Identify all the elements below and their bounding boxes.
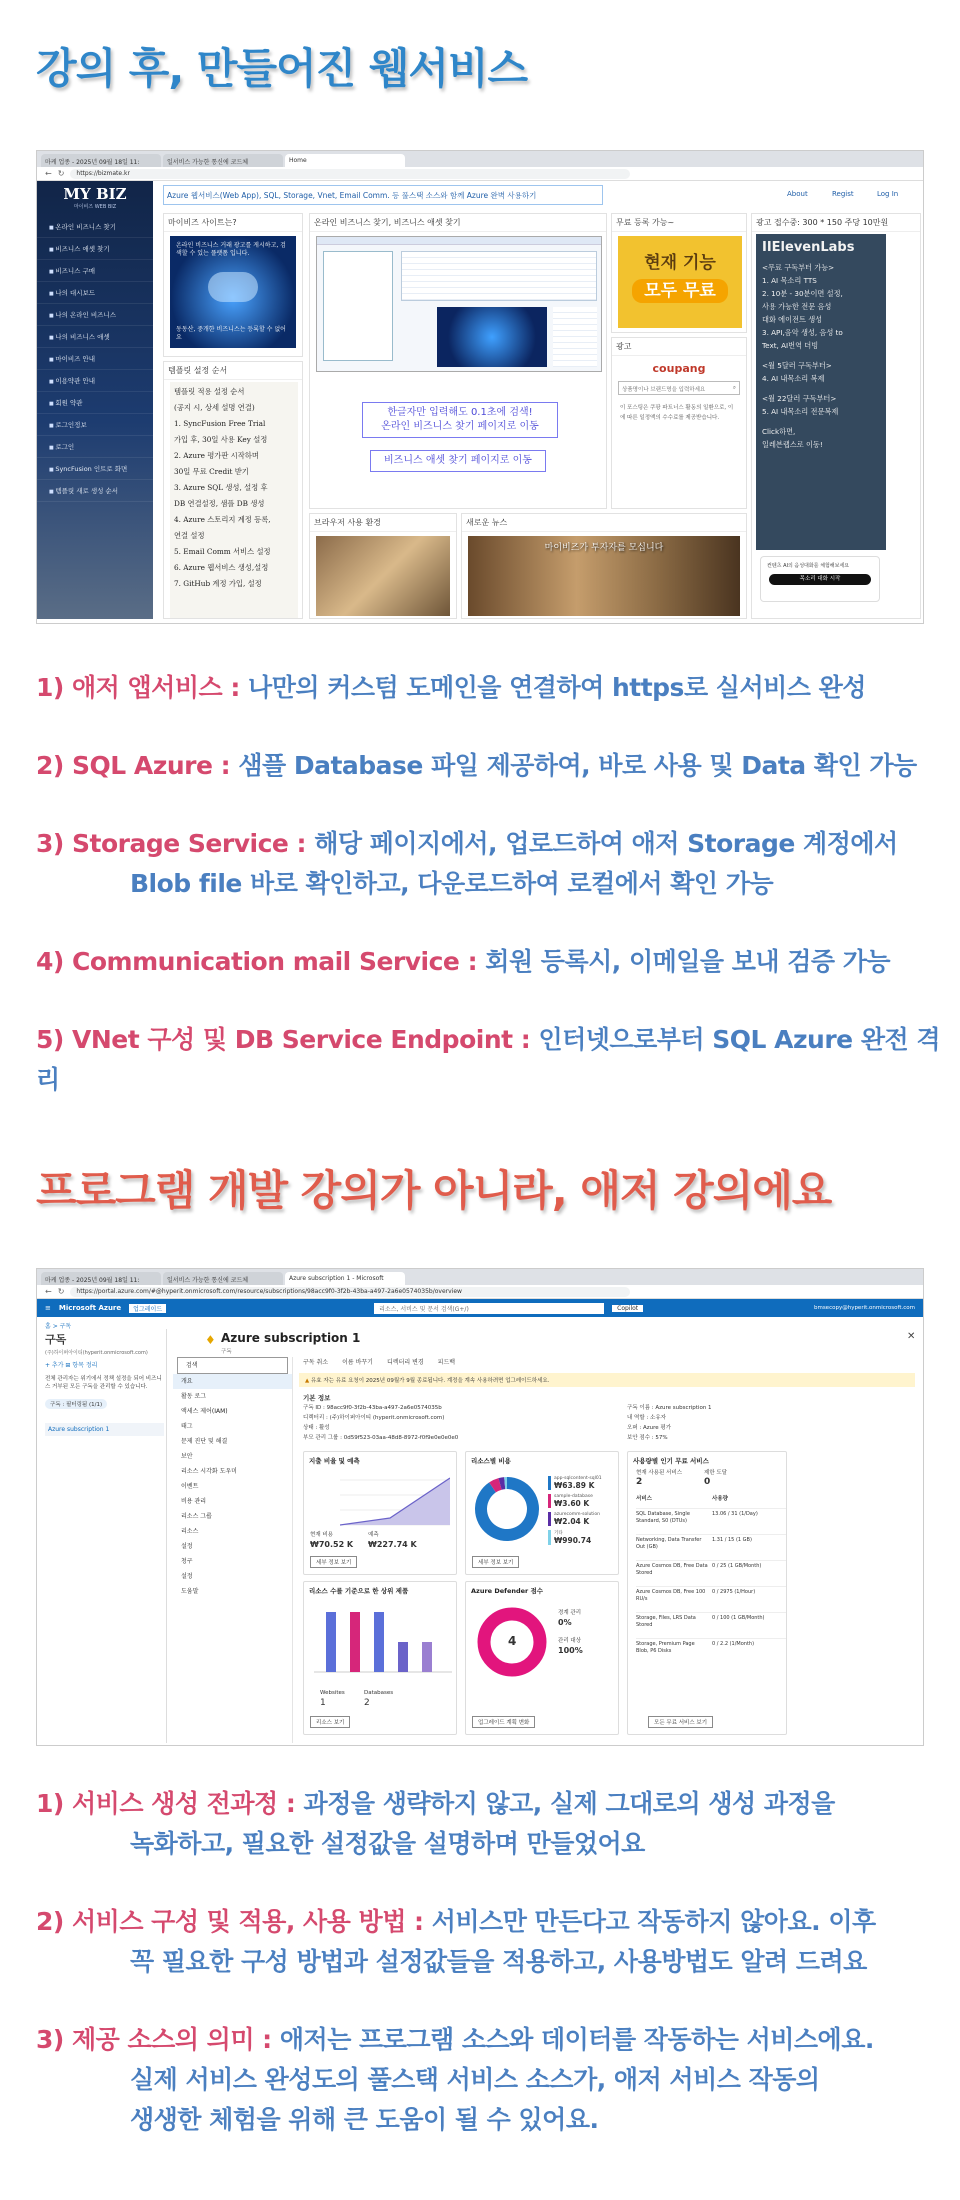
sidebar-menu-item[interactable]: ■ 이용약관 안내 [37, 370, 153, 392]
legend-name: azurecomm-solution [554, 1512, 600, 1517]
about-title: 마이비즈 사이트는? [164, 214, 302, 232]
legend-value: ₩3.60 K [554, 1499, 590, 1508]
resource-menu-item[interactable]: 이벤트 [181, 1483, 199, 1490]
url-field[interactable]: https://portal.azure.com/#@hyperit.onmicrosoft.com/resource/subscriptions/98acc9f0-3f2b-43ba-a497-2a6e0574035b/overview [70, 1287, 630, 1297]
feature-key: 1) 서비스 생성 전과정 : [36, 1789, 304, 1818]
feature-key: 3) Storage Service : [36, 829, 315, 858]
about-image-text2: 동동산, 중개한 비즈니스는 등록할 수 없어요 [176, 326, 286, 341]
essentials-row: 내 역할 : 소유자 [627, 1415, 666, 1421]
elevenlabs-line: 1. AI 목소리 TTS [762, 276, 817, 285]
elevenlabs-line [762, 385, 880, 392]
feature-key: 2) 서비스 구성 및 적용, 사용 방법 : [36, 1907, 432, 1936]
refresh-icon[interactable]: ↻ [57, 1287, 65, 1296]
top-products-title: 리소스 수를 기준으로 한 상위 제품 [309, 1587, 409, 1595]
legend-item [548, 1494, 618, 1508]
cost-card [303, 1451, 457, 1575]
template-line: 1. SyncFusion Free Trial [174, 419, 266, 428]
browser-tab[interactable]: 마케 업종 - 2025년 09월 18일 11: [41, 154, 161, 167]
azure-search[interactable]: 리소스, 서비스 및 문서 검색(G+/) [374, 1303, 604, 1314]
sidebar-menu-item[interactable]: ■ SyncFusion 인트로 화면 [37, 458, 153, 480]
sidebar-menu-item[interactable]: ■ 비즈니스 구매 [37, 260, 153, 282]
free-service-name: Storage, Files, LRS Data Stored [636, 1615, 696, 1628]
legend-value: ₩2.04 K [554, 1517, 590, 1526]
subscription-row[interactable]: Azure subscription 1 [45, 1423, 164, 1436]
right-ad-panel [751, 213, 921, 619]
resource-menu [173, 1357, 293, 1743]
feature-text: 서비스만 만든다고 작동하지 않아요. 이후 [431, 1907, 876, 1936]
legend-name: 기타 [554, 1531, 563, 1536]
resource-menu-item[interactable]: 태그 [181, 1423, 193, 1430]
free-service-usage: 13.06 / 31 (1/Day) [712, 1511, 758, 1517]
feature-text-cont: 실제 서비스 완성도의 풀스택 서비스 소스가, 애저 서비스 작동의 [130, 2065, 820, 2094]
free-service-usage: 0 / 25 (1 GB/Month) [712, 1563, 762, 1569]
template-line: 7. GitHub 계정 가입, 설정 [174, 579, 262, 588]
elevenlabs-line: 3. API,음악 생성, 음성 to [762, 328, 843, 337]
sidebar-menu-item[interactable]: ■ 나의 온라인 비즈니스 [37, 304, 153, 326]
template-line: (공지 시, 상세 설명 연결) [174, 403, 255, 412]
feature-text: 해당 페이지에서, 업로드하여 애저 Storage 계정에서 [314, 829, 898, 858]
cost-current-value: ₩70.52 K [310, 1540, 354, 1549]
ad-title: 광고 [612, 338, 746, 356]
free-col-usage: 사용량 [712, 1496, 728, 1502]
free-service-usage: 0 / 2.2 (1/Month) [712, 1641, 755, 1647]
resource-menu-item[interactable]: 개요 [173, 1374, 292, 1389]
usage-b-value: 2 [364, 1698, 370, 1708]
search-icon[interactable]: ⌕ [732, 385, 736, 391]
free-service-usage: 1.31 / 15 (1 GB) [712, 1537, 752, 1543]
search-button-line1: 한글자만 입력해도 0.1초에 검색! [387, 407, 533, 418]
essentials-row: 디렉터리 : (주)하이퍼아이티 (hyperit.onmicrosoft.com) [303, 1415, 445, 1421]
resource-menu-item[interactable]: 보안 [181, 1453, 193, 1460]
legend-value: ₩990.74 [554, 1536, 592, 1545]
essentials-row: 구독 이름 : Azure subscription 1 [627, 1405, 712, 1411]
table-row [636, 1508, 786, 1534]
elevenlabs-logo: IIElevenLabs [762, 240, 855, 255]
site-logo-sub: 마이비즈 WEB BIZ [73, 204, 117, 210]
table-row [636, 1612, 786, 1638]
all-free-services-button[interactable]: 모든 무료 서비스 보기 [648, 1716, 713, 1728]
essentials-row: 오퍼 : Azure 평가 [627, 1425, 672, 1431]
azure-brand[interactable]: Microsoft Azure [58, 1304, 122, 1312]
url-field[interactable]: https://bizmate.kr [70, 169, 630, 179]
essentials-row: 상태 : 활성 [303, 1425, 330, 1431]
essentials-row: 보안 점수 : 57% [627, 1435, 668, 1441]
resource-menu-item[interactable]: 도움말 [181, 1588, 199, 1595]
feature-text: 샘플 Database 파일 제공하여, 바로 사용 및 Data 확인 가능 [238, 751, 917, 780]
free-reg-panel [611, 213, 747, 333]
elevenlabs-line: 4. AI 내목소리 복제 [762, 374, 825, 383]
essentials-row: 부모 관리 그룹 : 0d59f523-03aa-48d8-8972-f0f9e0e0e0e0 [303, 1435, 459, 1441]
defender-title: Azure Defender 점수 [471, 1587, 544, 1595]
resource-menu-item[interactable]: 리소스 시각화 도우미 [181, 1468, 237, 1475]
elevenlabs-line: <월 5달러 구독부터> [762, 361, 832, 370]
filter-pill[interactable]: 구독 : 필터링됨 (1/1) [45, 1399, 107, 1409]
sidebar-menu-item[interactable]: ■ 로그인 [37, 436, 153, 458]
sidebar-menu-item[interactable]: ■ 나의 비즈니스 애셋 [37, 326, 153, 348]
news-image [468, 536, 740, 616]
defender-card [465, 1581, 619, 1735]
browser-env-title: 브라우저 사용 환경 [310, 514, 456, 532]
elevenlabs-ad[interactable] [756, 234, 886, 550]
command-bar-button[interactable]: 피드백 [437, 1359, 456, 1366]
command-bar [303, 1357, 455, 1369]
legend-name: sample-database [554, 1494, 593, 1499]
defender-b-label: 관리 대상 [558, 1638, 582, 1644]
top-products-bar-chart [314, 1604, 452, 1674]
news-panel [461, 513, 747, 619]
site-logo[interactable]: MY BIZ [63, 185, 127, 203]
free-limit-value: 0 [704, 1477, 711, 1487]
feature-key: 1) 애저 앱서비스 : [36, 673, 249, 702]
cost-forecast-value: ₩227.74 K [368, 1540, 417, 1549]
resource-cost-donut [472, 1474, 542, 1544]
coupang-search-text: 상품명이나 브랜드명을 입력하세요 [622, 387, 706, 393]
subscriptions-sub: (주)하이퍼아이티(hyperit.onmicrosoft.com) [45, 1350, 148, 1356]
cost-card-title: 지출 비율 및 예측 [309, 1457, 360, 1465]
ad-panel [611, 337, 747, 509]
feature-text-cont: 꼭 필요한 구성 방법과 설정값들을 적용하고, 사용방법도 알려 드려요 [130, 1947, 867, 1976]
search-online-business-button[interactable] [362, 402, 558, 438]
browser-tabbar [37, 151, 923, 167]
about-link[interactable]: About [787, 190, 808, 198]
free-col-service: 서비스 [636, 1496, 652, 1502]
resource-menu-item[interactable]: 검색 [177, 1357, 288, 1374]
search-screenshot-image [316, 236, 602, 372]
feature-key: 2) SQL Azure : [36, 751, 239, 780]
defender-b-value: 100% [558, 1646, 583, 1655]
feature-item [36, 668, 866, 708]
free-service-usage: 0 / 2975 (1/Hour) [712, 1589, 756, 1595]
table-row [636, 1560, 786, 1586]
cost-details-button[interactable]: 세부 정보 보기 [310, 1556, 357, 1568]
news-image-text: 마이비즈가 투자자를 모십니다 [544, 543, 664, 553]
account-name[interactable]: bmsecopy@hyperit.onmicrosoft.com [813, 1305, 915, 1311]
free-service-name: SQL Database, Single Standard, S0 (DTUs) [636, 1511, 690, 1524]
resource-menu-item[interactable]: 문제 진단 및 해결 [181, 1438, 228, 1445]
free-service-name: Networking, Data Transfer Out (GB) [636, 1537, 702, 1550]
top-products-card [303, 1581, 457, 1735]
feature-item [36, 1020, 960, 1100]
about-image-text: 온라인 비즈니스 거래 광고를 게시하고, 검색할 수 있는 플랫폼 입니다. [176, 242, 286, 257]
elevenlabs-line: 사용 가능한 전문 음성 [762, 302, 832, 311]
sidebar-menu-item[interactable]: ■ 템플릿 새로 생성 순서 [37, 480, 153, 502]
template-line: 5. Email Comm 서비스 설정 [174, 547, 271, 556]
feature-text: 인터넷으로부터 SQL Azure 완전 격리 [36, 1025, 940, 1094]
address-bar [37, 1285, 923, 1299]
elevenlabs-line: <월 22달러 구독부터> [762, 394, 837, 403]
elevenlabs-line: Text, AI번역 더빙 [762, 341, 819, 350]
resource-menu-item[interactable]: 활동 로그 [181, 1393, 207, 1400]
free-used-label: 현재 사용된 서비스 [636, 1470, 683, 1476]
feature-text: 나만의 커스텀 도메인을 연결하여 https로 실서비스 완성 [248, 673, 866, 702]
voice-widget-note: 컨텐츠 AI의 음성대화를 체험해보세요 [767, 563, 850, 569]
search-asset-button[interactable]: 비즈니스 애셋 찾기 페이지로 이동 [370, 450, 546, 472]
key-icon: ♦ [205, 1333, 216, 1347]
template-line: 4. Azure 스토리지 계정 등록, [174, 515, 271, 524]
login-link[interactable]: Log In [877, 190, 899, 198]
elevenlabs-line [762, 352, 880, 359]
template-line: 템플릿 적용 설정 순서 [174, 387, 245, 396]
template-line: 6. Azure 웹서비스 생성,설정 [174, 563, 269, 572]
search-title: 온라인 비즈니스 찾기, 비즈니스 애셋 찾기 [310, 214, 606, 232]
resource-cost-title: 리소스별 비용 [471, 1457, 511, 1465]
upgrade-badge[interactable]: 업그레이드 [129, 1304, 166, 1313]
elevenlabs-line: 일레븐랩스로 이동! [762, 440, 823, 449]
legend-item [548, 1530, 618, 1545]
feature-text: 애저는 프로그램 소스와 데이터를 작동하는 서비스에요. [279, 2025, 874, 2054]
defender-upgrade-button[interactable]: 업그레이드 계획 변화 [472, 1716, 535, 1728]
subscriptions-title: 구독 [45, 1333, 67, 1346]
template-title: 템플릿 설정 순서 [164, 362, 302, 380]
hamburger-icon[interactable]: ≡ [45, 1304, 51, 1312]
feature-text: 과정을 생략하지 않고, 실제 그대로의 생성 과정을 [303, 1789, 835, 1818]
free-service-usage: 0 / 100 (1 GB/Month) [712, 1615, 765, 1621]
elevenlabs-line: <무료 구독부터 가능> [762, 263, 835, 272]
sidebar-menu-item[interactable]: ■ 온라인 비즈니스 찾기 [37, 216, 153, 238]
legend-name: app-sqlcontent-sql01 [554, 1476, 602, 1481]
trial-notice [299, 1373, 915, 1387]
browser-tab-active[interactable]: Home [285, 154, 405, 167]
subscriptions-desc: 전체 관리자는 위기에서 정책 설정을 되어 비즈니스 거부된 모든 구독을 관리할 수 있습니다. [45, 1376, 162, 1390]
browser-env-image [316, 536, 450, 616]
feature-item [36, 746, 917, 786]
coupang-search[interactable] [618, 381, 740, 395]
table-row [636, 1534, 786, 1560]
free-reg-line1: 현재 기능 [644, 253, 716, 273]
elevenlabs-line: 2. 10분 - 30분이면 설정, [762, 289, 843, 298]
feature-item [36, 942, 890, 982]
feature-item [36, 2020, 874, 2140]
free-services-card [627, 1451, 787, 1735]
free-service-name: Azure Cosmos DB, Free 100 RU/s [636, 1589, 706, 1602]
copilot-button[interactable]: Copilot [612, 1305, 643, 1312]
free-reg-title: 무료 등록 가능~ [612, 214, 746, 232]
right-ad-title: 광고 접수중: 300 * 150 주당 10만원 [752, 214, 920, 232]
elevenlabs-line: Click하면, [762, 427, 796, 436]
azure-portal-screenshot [36, 1268, 924, 1746]
sidebar-menu-item[interactable]: ■ 비즈니스 애셋 찾기 [37, 238, 153, 260]
free-services-table [636, 1508, 786, 1664]
essentials-left [303, 1403, 603, 1443]
essentials-row: 구독 ID : 98acc9f0-3f2b-43ba-a497-2a6e0574035b [303, 1405, 442, 1411]
website-screenshot [36, 150, 924, 624]
section-title: 프로그램 개발 강의가 아니라, 애저 강의에요 [36, 1166, 832, 1215]
feature-item [36, 824, 898, 904]
banner-text: Azure 웹서비스(Web App), SQL, Storage, Vnet, Email Comm. 등 풀스택 소스와 함께 Azure 완벽 사용하기 [167, 191, 537, 200]
essentials-title: 기본 정보 [303, 1394, 331, 1402]
resource-menu-item[interactable]: 비용 관리 [181, 1498, 207, 1505]
voice-start-button[interactable]: 목소리 대화 시작 [769, 574, 871, 585]
browser-tab[interactable]: 마케 업종 - 2025년 09월 18일 11: [41, 1272, 161, 1285]
feature-key: 4) Communication mail Service : [36, 947, 486, 976]
close-icon[interactable]: ✕ [907, 1331, 916, 1342]
defender-center-value: 4 [508, 1634, 517, 1648]
sidebar-menu-item[interactable]: ■ 나의 대시보드 [37, 282, 153, 304]
legend-item [548, 1512, 618, 1526]
resource-type: 구독 [221, 1349, 232, 1355]
command-bar-button[interactable]: 디렉터리 변경 [386, 1359, 424, 1366]
search-panel [309, 213, 607, 509]
ad-note: 이 포스팅은 쿠팡 파트너스 활동의 일환으로, 이에 따른 일정액의 수수료를 제공받습니다. [620, 405, 734, 421]
cloud-icon [208, 272, 258, 302]
elevenlabs-line [762, 418, 880, 425]
page-title: 강의 후, 만들어진 웹서비스 [36, 44, 528, 93]
subscriptions-actions[interactable]: + 추가 ⊞ 항목 정리 [45, 1362, 98, 1369]
resource-title: Azure subscription 1 [221, 1331, 361, 1345]
browser-tab-active[interactable]: Azure subscription 1 - Microsoft [285, 1272, 405, 1285]
table-row [636, 1638, 786, 1664]
legend-value: ₩63.89 K [554, 1481, 595, 1490]
browser-tab[interactable]: 일서비스 가능한 통신에 코드체 [163, 1272, 283, 1285]
feature-item [36, 1902, 876, 1982]
template-line: 3. Azure SQL 생성, 설정 후 [174, 483, 268, 492]
cost-forecast-label: 예측 [368, 1532, 379, 1538]
defender-a-value: 0% [558, 1618, 572, 1627]
back-icon[interactable]: ← [45, 1287, 52, 1296]
template-line: 2. Azure 평가판 시작하며 [174, 451, 259, 460]
site-sidebar [37, 181, 153, 619]
feature-item [36, 1784, 835, 1864]
sidebar-menu-item[interactable]: ■ 마이비즈 안내 [37, 348, 153, 370]
feature-key: 3) 제공 소스의 의미 : [36, 2025, 280, 2054]
cloud-image [170, 236, 296, 348]
sidebar-menu-item[interactable]: ■ 회원 약관 [37, 392, 153, 414]
search-button-line2: 온라인 비즈니스 찾기 페이지로 이동 [381, 421, 539, 432]
free-services-title: 사용량별 인기 무료 서비스 [633, 1457, 709, 1465]
about-panel [163, 213, 303, 357]
back-icon[interactable]: ← [45, 169, 52, 178]
template-line: 연결 설정 [174, 531, 205, 540]
resource-menu-item[interactable]: 리소스 [181, 1528, 199, 1535]
resource-menu-item[interactable]: 액세스 제어(IAM) [181, 1408, 228, 1415]
template-note-image [170, 382, 298, 618]
browser-tabbar [37, 1269, 923, 1285]
feature-text-cont: 녹화하고, 필요한 설정값을 설명하며 만들었어요 [130, 1829, 645, 1858]
free-reg-image [618, 236, 742, 328]
feature-text-cont: 생생한 체험을 위해 큰 도움이 될 수 있어요. [130, 2105, 599, 2134]
table-row [636, 1586, 786, 1612]
address-bar [37, 167, 923, 181]
defender-a-label: 경계 관리 [558, 1610, 582, 1616]
essentials-right [627, 1403, 907, 1443]
azure-header [37, 1299, 923, 1317]
notice-text: 유효 자는 유료 요청이 2025년 09월가 9월 종료됩니다. 계정을 계속 사용하려면 업그레이드하세요. [310, 1378, 550, 1384]
usage-a-value: 1 [320, 1698, 326, 1708]
voice-widget [760, 556, 880, 602]
feature-text: 회원 등록시, 이메일을 보내 검증 가능 [485, 947, 891, 976]
donut-slice [500, 1483, 505, 1484]
free-limit-label: 제한 도달 [704, 1470, 728, 1476]
usage-a-label: Websites [320, 1690, 345, 1696]
donut-slice [481, 1483, 533, 1535]
template-line: DB 연결설정, 샘플 DB 생성 [174, 499, 265, 508]
subscription-list-pane [43, 1329, 167, 1743]
browser-tab[interactable]: 일서비스 가능한 통신에 코드체 [163, 154, 283, 167]
free-used-value: 2 [636, 1477, 643, 1487]
command-bar-button[interactable]: 이름 바꾸기 [342, 1359, 373, 1366]
breadcrumb[interactable]: 홈 > 구독 [45, 1323, 72, 1330]
news-title: 새로운 뉴스 [462, 514, 746, 532]
regist-link[interactable]: Regist [832, 190, 854, 198]
feature-text-cont: Blob file 바로 확인하고, 다운로드하여 로컬에서 확인 가능 [130, 869, 774, 898]
cost-area-chart [340, 1470, 450, 1528]
legend-item [548, 1476, 618, 1490]
donut-slice [493, 1484, 501, 1487]
resource-menu-item[interactable]: 청구 [181, 1558, 193, 1565]
template-line: 가입 후, 30일 사용 Key 설정 [174, 435, 268, 444]
template-panel [163, 361, 303, 619]
sidebar-menu-item[interactable]: ■ 로그인정보 [37, 414, 153, 436]
usage-b-label: Databases [364, 1690, 394, 1696]
template-line: 30일 무료 Credit 받기 [174, 467, 249, 476]
refresh-icon[interactable]: ↻ [57, 169, 65, 178]
coupang-logo[interactable]: coupang [652, 362, 706, 375]
resource-cost-card [465, 1451, 619, 1575]
browser-env-panel [309, 513, 457, 619]
free-reg-line2: 모두 무료 [632, 279, 728, 303]
resource-menu-item[interactable]: 설정 [181, 1543, 193, 1550]
free-service-name: Azure Cosmos DB, Free Data Stored [636, 1563, 708, 1576]
view-resources-button[interactable]: 리소스 보기 [310, 1716, 350, 1728]
resource-details-button[interactable]: 세부 정보 보기 [472, 1556, 519, 1568]
resource-menu-item[interactable]: 리소스 그룹 [181, 1513, 212, 1520]
resource-menu-item[interactable]: 설정 [181, 1573, 193, 1580]
elevenlabs-line: 5. AI 내목소리 전문복제 [762, 407, 839, 416]
command-bar-button[interactable]: 구독 취소 [303, 1359, 329, 1366]
elevenlabs-line: 대화 에이전트 생성 [762, 315, 823, 324]
feature-key: 5) VNet 구성 및 DB Service Endpoint : [36, 1025, 539, 1054]
cost-current-label: 현재 비용 [310, 1532, 334, 1538]
free-service-name: Storage, Premium Page Blob, P6 Disks [636, 1641, 695, 1654]
resource-cost-legend [548, 1476, 618, 1549]
warning-icon: ▲ [305, 1378, 311, 1384]
